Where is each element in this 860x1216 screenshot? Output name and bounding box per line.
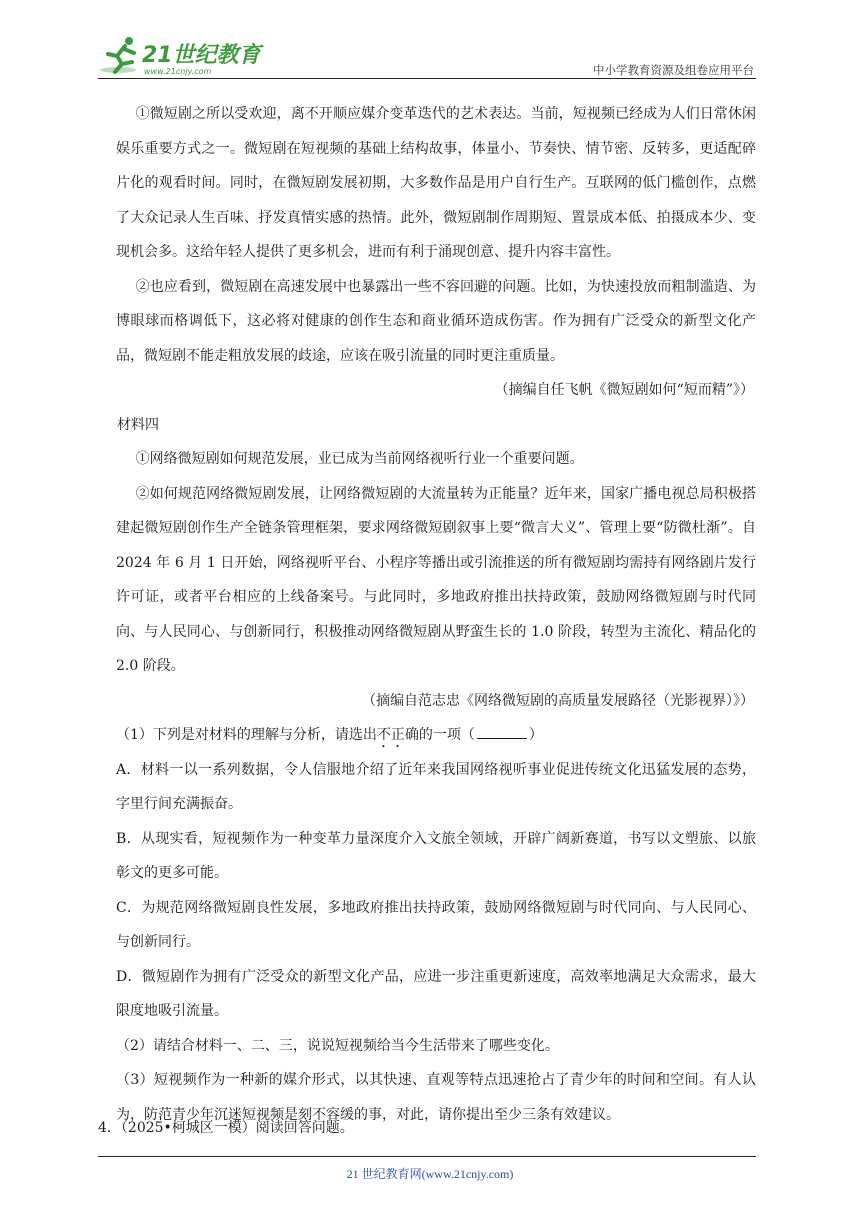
footer-divider xyxy=(98,1156,756,1157)
source-citation-1: （摘编自任飞帆《微短剧如何“短而精”》） xyxy=(494,382,754,398)
document-body xyxy=(116,97,756,1132)
page-header xyxy=(98,34,756,80)
material-4-paragraph-1: ①网络微短剧如何规范发展，业已成为当前网络视听行业一个重要问题。 xyxy=(135,451,584,467)
question-2: （2）请结合材料一、二、三，说说短视频给当今生活带来了哪些变化。 xyxy=(116,1037,559,1054)
passage-paragraph-1: ①微短剧之所以受欢迎，离不开顺应媒介变革迭代的艺术表达。当前，短视频已经成为人们日常休闲娱乐重要方式之一。微短剧在短视频的基础上结构故事，体量小、节奏快、情节密、反转多，更适配碎片化的观看时间。同时，在微短剧发展初期，大多数作品是用户自行生产。互联网的低门槛创作，点燃了大众记录人生百味、抒发真情实感的热情。此外，微短剧制作周期短、置景成本低、拍摄成本少、变现机会多。这给年轻人提供了更多机会，进而有利于涌现创意、提升内容丰富性。 xyxy=(116,106,756,260)
platform-name: 中小学教育资源及组卷应用平台 xyxy=(593,63,754,77)
option-a: A．材料一以一系列数据，令人信服地介绍了近年来我国网络视听事业促进传统文化迅猛发展的态势，字里行间充满振奋。 xyxy=(116,761,756,812)
material-4-paragraph-2: ②如何规范网络微短剧发展，让网络微短剧的大流量转为正能量？近年来，国家广播电视总局积极搭建起微短剧创作生产全链条管理框架，要求网络微短剧叙事上要“微言大义”、管理上要“防微杜渐”。自 2024 年 6 月 1 日开始，网络视听平台、小程序等播出或引流推送的所有微短剧均需持有网络剧片发行许可证，或者平台相应的上线备案号。与此同时，多地政府推出扶持政策，鼓励网络微短剧与时代同向、与人民同心、与创新同行，积极推动网络微短剧从野蛮生长的 1.0 阶段，转型为主流化、精品化的 2.0 阶段。 xyxy=(116,485,756,674)
material-4-label: 材料四 xyxy=(117,416,159,433)
option-c: C．为规范网络微短剧良性发展，多地政府推出扶持政策，鼓励网络微短剧与时代同向、与人民同心、与创新同行。 xyxy=(116,899,756,950)
site-logo xyxy=(98,34,268,78)
option-b: B．从现实看，短视频作为一种变革力量深度介入文旅全领域，开辟广阔新赛道，书写以文塑旅、以旅彰文的更多可能。 xyxy=(116,830,756,881)
question-4-heading: 4．（2025•柯城区一模）阅读回答问题。 xyxy=(98,1120,354,1136)
question-3: （3）短视频作为一种新的媒介形式，以其快速、直观等特点迅速抢占了青少年的时间和空间。有人认为，防范青少年沉迷短视频是刻不容缓的事，对此，请你提出至少三条有效建议。 xyxy=(116,1072,756,1123)
question-1-text: （1）下列是对材料的理解与分析，请选出 xyxy=(116,727,377,743)
page-footer: 21 世纪教育网(www.21cnjy.com) xyxy=(346,1167,514,1181)
passage-paragraph-2: ②也应看到，微短剧在高速发展中也暴露出一些不容回避的问题。比如，为快速投放而粗制滥造、为博眼球而格调低下，这必将对健康的创作生态和商业循环造成伤害。作为拥有广泛受众的新型文化产品，微短剧不能走粗放发展的歧途，应该在吸引流量的同时更注重质量。 xyxy=(116,278,756,364)
question-1-close: ） xyxy=(528,727,543,743)
svg-text:21世纪教育: 21世纪教育 xyxy=(142,43,261,68)
answer-blank[interactable] xyxy=(477,724,527,739)
svg-text:www.21cnjy.com: www.21cnjy.com xyxy=(144,67,212,76)
source-citation-2: （摘编自范志忠《网络微短剧的高质量发展路径（光影视界）》） xyxy=(362,692,754,709)
header-divider xyxy=(98,78,756,79)
question-1-text-tail: 确的一项（ xyxy=(404,727,475,743)
question-1 xyxy=(116,718,756,753)
option-d: D．微短剧作为拥有广泛受众的新型文化产品，应进一步注重更新速度，高效率地满足大众需求，最大限度地吸引流量。 xyxy=(116,968,756,1019)
emphasized-text: 不正 xyxy=(376,727,405,743)
